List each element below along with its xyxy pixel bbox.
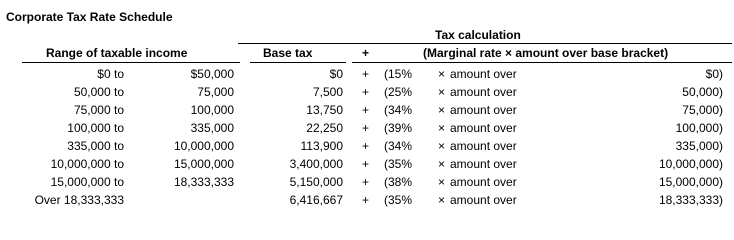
base-tax-cell: $0: [329, 67, 343, 81]
plus-cell: +: [362, 139, 370, 153]
range-to-cell: 75,000: [197, 85, 234, 99]
amount-over-cell: $0): [705, 67, 723, 81]
amount-label-cell: amount over: [450, 139, 517, 153]
base-tax-header: Base tax: [263, 46, 313, 60]
table-row: [0, 65, 734, 83]
base-tax-cell: 22,250: [306, 121, 343, 135]
times-cell: ×: [438, 85, 446, 99]
range-from-cell: 335,000 to: [67, 139, 124, 153]
plus-cell: +: [362, 85, 370, 99]
amount-over-cell: 100,000): [675, 121, 723, 135]
base-tax-cell: 7,500: [312, 85, 343, 99]
rate-cell: (38%: [384, 175, 413, 189]
table-row: [0, 83, 734, 101]
range-header: Range of taxable income: [46, 46, 188, 60]
range-from-cell: 50,000 to: [73, 85, 124, 99]
amount-label-cell: amount over: [450, 175, 517, 189]
page-title: Corporate Tax Rate Schedule: [6, 10, 173, 24]
times-cell: ×: [438, 67, 446, 81]
times-cell: ×: [438, 139, 446, 153]
base-tax-cell: 5,150,000: [289, 175, 343, 189]
base-tax-cell: 6,416,667: [289, 193, 343, 207]
amount-label-cell: amount over: [450, 67, 517, 81]
rate-cell: (35%: [384, 193, 413, 207]
range-to-cell: $50,000: [190, 67, 234, 81]
times-cell: ×: [438, 157, 446, 171]
range-from-cell: 100,000 to: [67, 121, 124, 135]
table-row: [0, 173, 734, 191]
rate-cell: (25%: [384, 85, 413, 99]
range-to-cell: 100,000: [190, 103, 234, 117]
base-tax-rule: [250, 62, 346, 63]
range-to-cell: 335,000: [190, 121, 234, 135]
base-tax-cell: 113,900: [300, 139, 343, 153]
amount-over-cell: 50,000): [682, 85, 723, 99]
range-to-cell: 10,000,000: [173, 139, 234, 153]
range-from-cell: 15,000,000 to: [50, 175, 124, 189]
tax-calculation-header: Tax calculation: [435, 28, 521, 42]
plus-cell: +: [362, 175, 370, 189]
base-tax-cell: 3,400,000: [289, 157, 343, 171]
plus-cell: +: [362, 67, 370, 81]
times-cell: ×: [438, 175, 446, 189]
range-from-cell: Over 18,333,333: [34, 193, 124, 207]
range-to-cell: 15,000,000: [173, 157, 234, 171]
amount-label-cell: amount over: [450, 157, 517, 171]
amount-over-cell: 75,000): [682, 103, 723, 117]
rate-cell: (15%: [384, 67, 413, 81]
base-tax-cell: 13,750: [306, 103, 343, 117]
plus-cell: +: [362, 103, 370, 117]
amount-label-cell: amount over: [450, 85, 517, 99]
table-row: [0, 155, 734, 173]
range-from-cell: 75,000 to: [73, 103, 124, 117]
amount-label-cell: amount over: [450, 121, 517, 135]
amount-label-cell: amount over: [450, 193, 517, 207]
times-cell: ×: [438, 121, 446, 135]
rate-cell: (34%: [384, 139, 413, 153]
marginal-rate-header: (Marginal rate × amount over base bracket): [423, 46, 669, 60]
plus-cell: +: [362, 157, 370, 171]
amount-label-cell: amount over: [450, 103, 517, 117]
rate-cell: (39%: [384, 121, 413, 135]
plus-cell: +: [362, 193, 370, 207]
times-cell: ×: [438, 103, 446, 117]
table-row: [0, 137, 734, 155]
tax-schedule-rows: [0, 65, 734, 209]
table-row: [0, 119, 734, 137]
range-from-cell: 10,000,000 to: [50, 157, 124, 171]
marginal-rule: [352, 62, 732, 63]
times-cell: ×: [438, 193, 446, 207]
plus-cell: +: [362, 121, 370, 135]
range-rule: [22, 62, 240, 63]
rate-cell: (35%: [384, 157, 413, 171]
tax-calculation-rule: [238, 43, 732, 44]
amount-over-cell: 335,000): [675, 139, 723, 153]
range-from-cell: $0 to: [97, 67, 124, 81]
rate-cell: (34%: [384, 103, 413, 117]
amount-over-cell: 10,000,000): [658, 157, 723, 171]
amount-over-cell: 18,333,333): [658, 193, 723, 207]
range-to-cell: 18,333,333: [173, 175, 234, 189]
table-row: [0, 191, 734, 209]
amount-over-cell: 15,000,000): [658, 175, 723, 189]
plus-header: +: [362, 46, 370, 60]
table-row: [0, 101, 734, 119]
